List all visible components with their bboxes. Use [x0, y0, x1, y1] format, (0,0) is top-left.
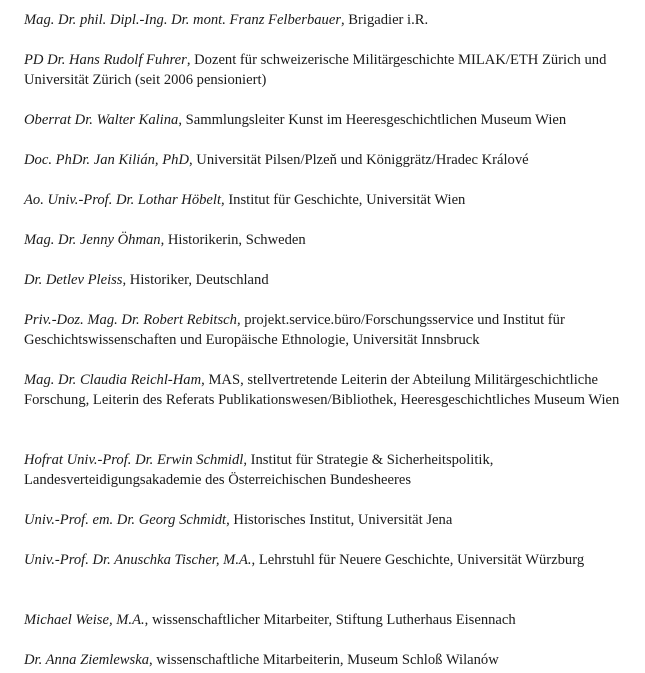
contributor-entry — [24, 370, 624, 410]
contributor-name: Dr. Anna Ziemlewska — [24, 652, 149, 668]
contributor-name: Univ.-Prof. Dr. Anuschka Tischer, M.A. — [24, 552, 252, 568]
contributor-entry — [24, 190, 624, 210]
contributor-entry — [24, 310, 624, 350]
contributor-entry — [24, 650, 624, 670]
contributor-entry — [24, 270, 624, 290]
contributor-entry — [24, 10, 624, 30]
contributor-affiliation: , Lehrstuhl für Neuere Geschichte, Universität Würzburg — [251, 552, 585, 568]
contributor-affiliation: , projekt.service.büro/Forschungsservice und Institut für Geschichtswissenschaften und Europäische Ethnologie, Universität Innsbruck — [24, 312, 565, 348]
contributor-entry — [24, 510, 624, 530]
contributor-entry — [24, 50, 624, 90]
contributor-name: Oberrat Dr. Walter Kalina — [24, 112, 179, 128]
contributor-affiliation: , Historiker, Deutschland — [122, 272, 269, 288]
contributor-affiliation: , Historisches Institut, Universität Jena — [226, 512, 453, 528]
contributor-entry — [24, 110, 624, 130]
contributor-affiliation: , Institut für Geschichte, Universität Wien — [221, 192, 466, 208]
contributor-affiliation: , wissenschaftlicher Mitarbeiter, Stiftung Lutherhaus Eisennach — [144, 612, 516, 628]
contributor-entry — [24, 450, 624, 490]
contributor-name: Hofrat Univ.-Prof. Dr. Erwin Schmidl — [24, 452, 244, 468]
contributor-affiliation: , Universität Pilsen/Plzeň und Königgrätz/Hradec Králové — [188, 152, 529, 168]
contributor-name: Doc. PhDr. Jan Kilián, PhD — [24, 152, 189, 168]
contributor-affiliation: , Institut für Strategie & Sicherheitspolitik, Landesverteidigungsakademie des Österreichischen Bundesheeres — [24, 452, 494, 488]
contributor-affiliation: , Dozent für schweizerische Militärgeschichte MILAK/ETH Zürich und Universität Zürich (seit 2006 pensioniert) — [24, 52, 607, 88]
contributor-name: Mag. Dr. phil. Dipl.-Ing. Dr. mont. Franz Felberbauer — [24, 12, 341, 28]
contributor-affiliation: , wissenschaftliche Mitarbeiterin, Museum Schloß Wilanów — [149, 652, 499, 668]
contributor-name: PD Dr. Hans Rudolf Fuhrer — [24, 52, 187, 68]
contributor-name: Dr. Detlev Pleiss — [24, 272, 123, 288]
contributor-name: Mag. Dr. Jenny Öhman — [24, 232, 161, 248]
contributor-affiliation: , Historikerin, Schweden — [160, 232, 306, 248]
contributor-name: Ao. Univ.-Prof. Dr. Lothar Höbelt — [24, 192, 222, 208]
contributor-name: Univ.-Prof. em. Dr. Georg Schmidt — [24, 512, 227, 528]
contributor-name: Mag. Dr. Claudia Reichl-Ham — [24, 372, 202, 388]
contributor-entry — [24, 550, 624, 570]
contributor-affiliation: , MAS, stellvertretende Leiterin der Abteilung Militärgeschichtliche Forschung, Leiterin des Referats Publikationswesen/Bibliothek, Heeresgeschichtliches Museum Wien — [24, 372, 620, 408]
contributor-entry — [24, 230, 624, 250]
contributor-name: Michael Weise, M.A. — [24, 612, 145, 628]
contributor-name: Priv.-Doz. Mag. Dr. Robert Rebitsch — [24, 312, 237, 328]
contributor-entry — [24, 610, 624, 630]
contributor-affiliation: , Brigadier i.R. — [341, 12, 429, 28]
contributor-affiliation: , Sammlungsleiter Kunst im Heeresgeschichtlichen Museum Wien — [178, 112, 567, 128]
contributor-entry — [24, 150, 624, 170]
